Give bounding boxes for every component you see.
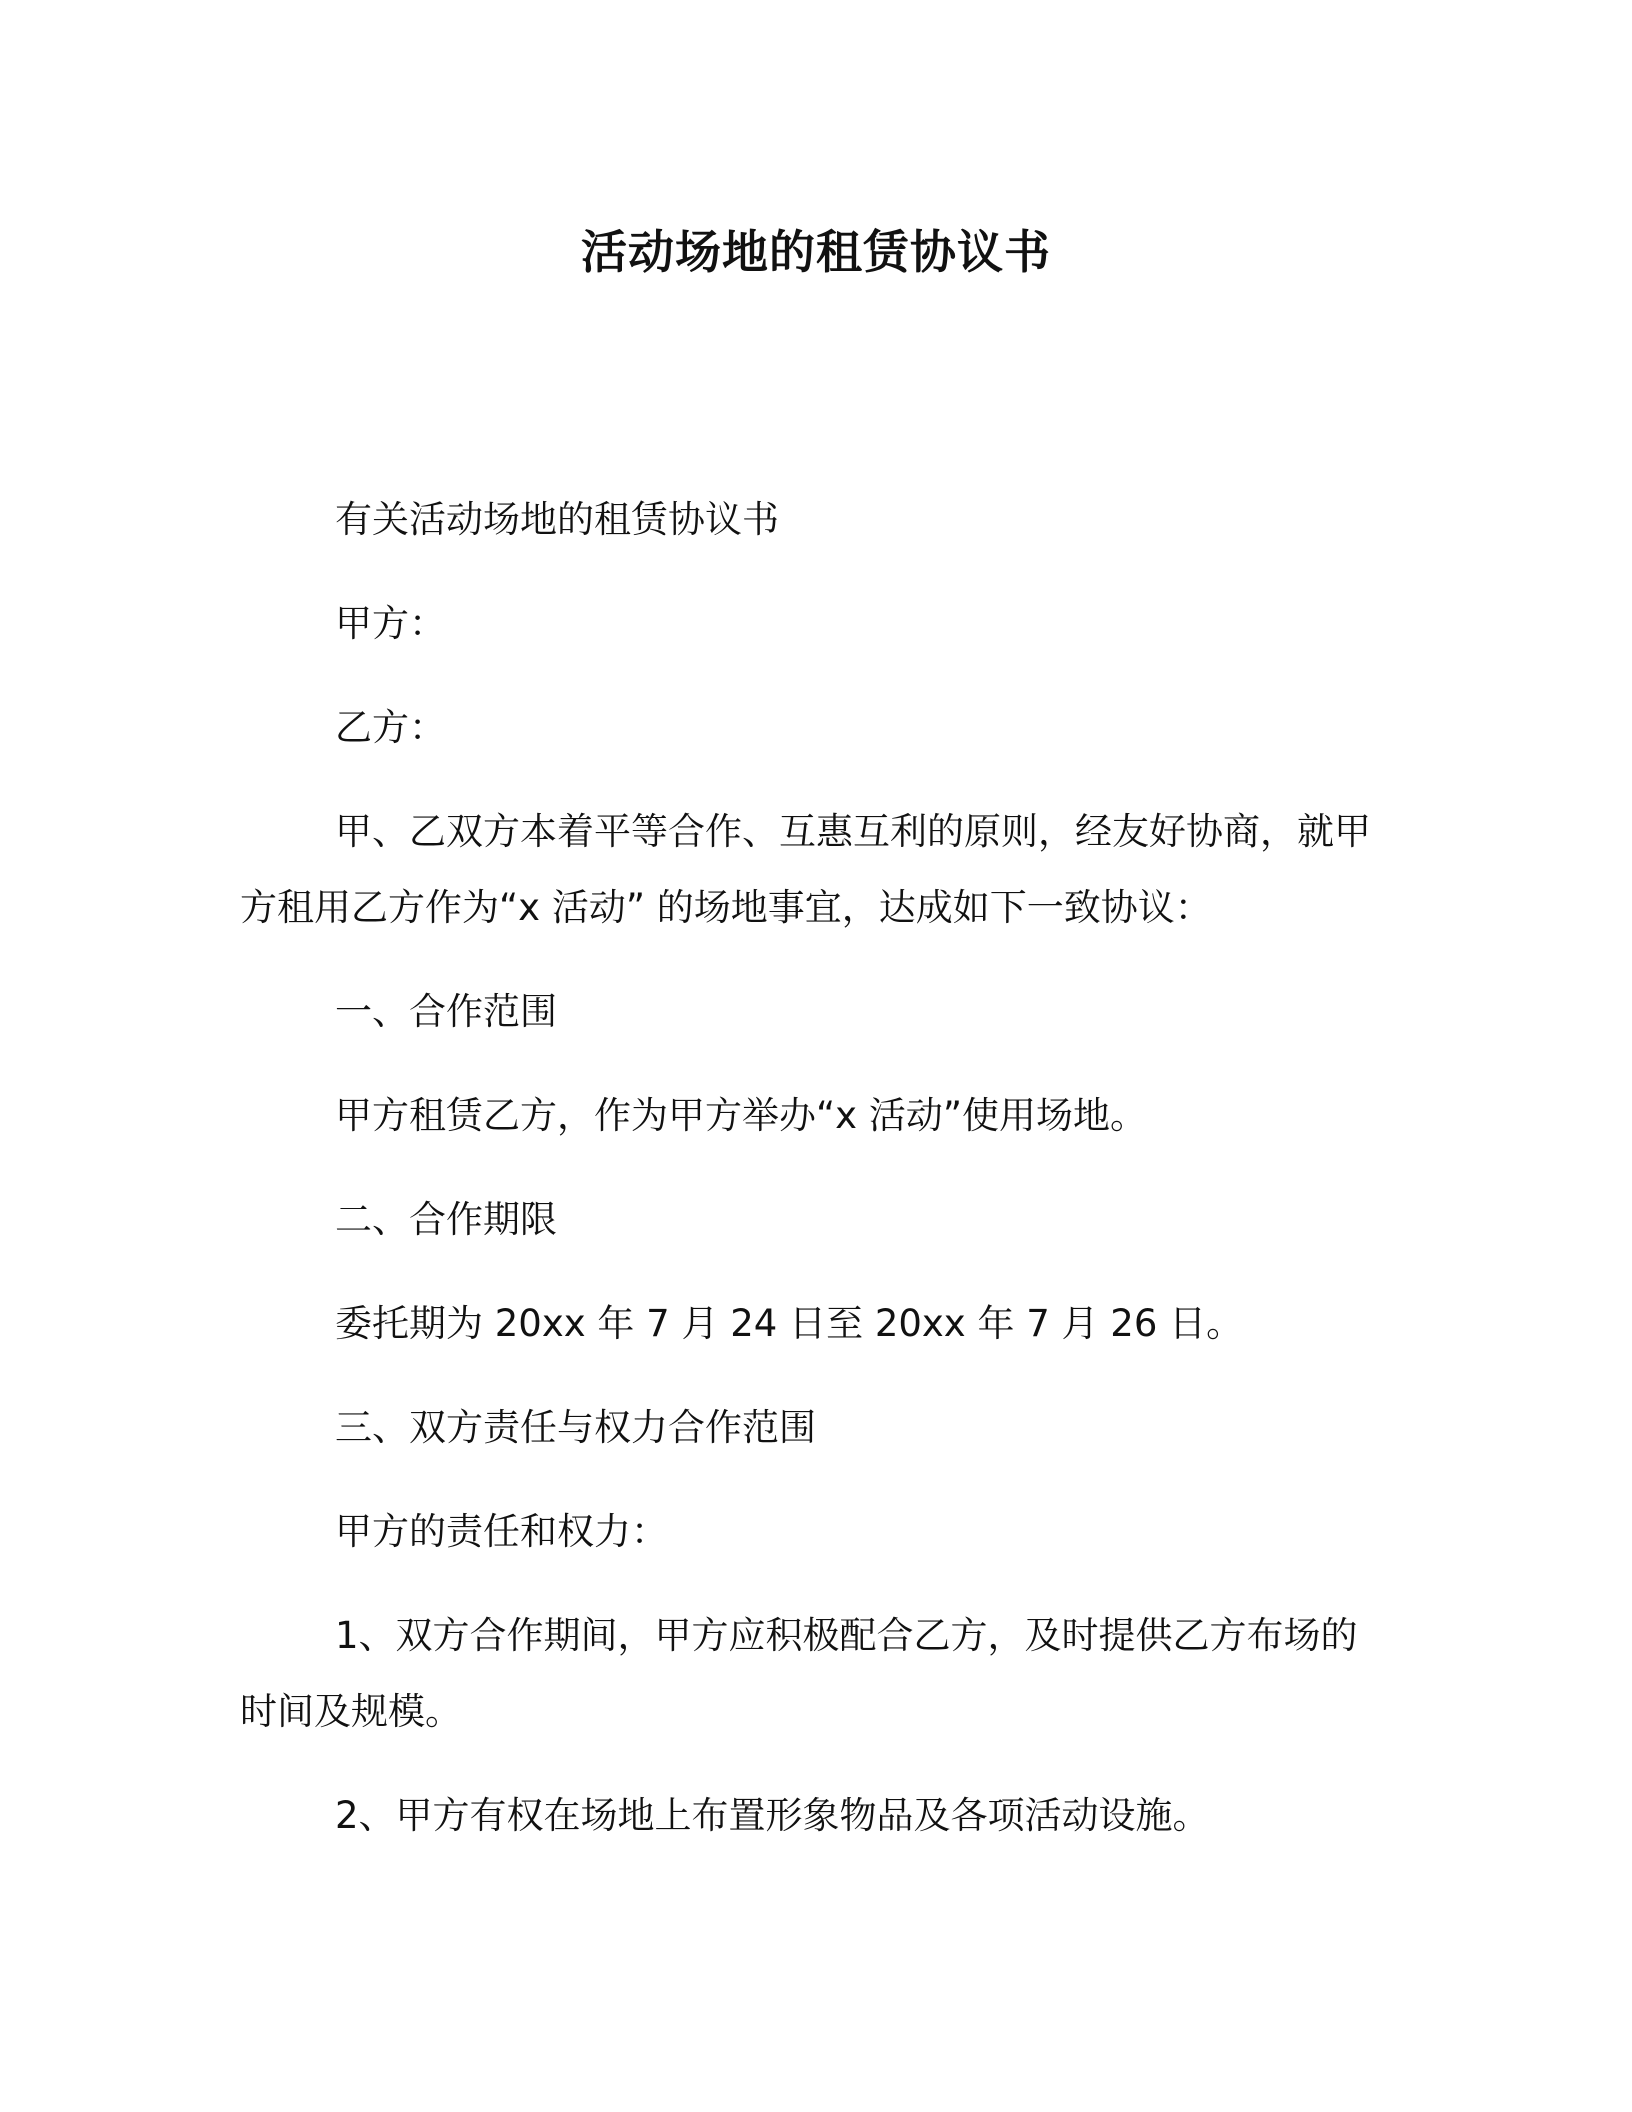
section3-heading: 三、双方责任与权力合作范围: [335, 1406, 816, 1449]
document-subtitle: 有关活动场地的租赁协议书: [335, 498, 779, 541]
section1-heading: 一、合作范围: [335, 990, 557, 1033]
section2-heading: 二、合作期限: [335, 1198, 557, 1241]
party-a-duties-heading: 甲方的责任和权力：: [335, 1510, 668, 1553]
document-title: 活动场地的租赁协议书: [581, 225, 1051, 279]
intro-paragraph-line1: 甲、乙双方本着平等合作、互惠互利的原则，经友好协商，就甲: [335, 810, 1371, 853]
party-a-label: 甲方：: [335, 602, 446, 645]
section1-text: 甲方租赁乙方，作为甲方举办“x 活动”使用场地。: [335, 1094, 1147, 1137]
item1-line2: 时间及规模。: [240, 1690, 462, 1733]
party-b-label: 乙方：: [335, 706, 446, 749]
item2-text: 2、甲方有权在场地上布置形象物品及各项活动设施。: [335, 1794, 1210, 1837]
intro-paragraph-line2: 方租用乙方作为“x 活动” 的场地事宜，达成如下一致协议：: [240, 886, 1212, 929]
section2-text: 委托期为 20xx 年 7 月 24 日至 20xx 年 7 月 26 日。: [335, 1302, 1244, 1345]
item1-line1: 1、双方合作期间，甲方应积极配合乙方，及时提供乙方布场的: [335, 1614, 1358, 1657]
